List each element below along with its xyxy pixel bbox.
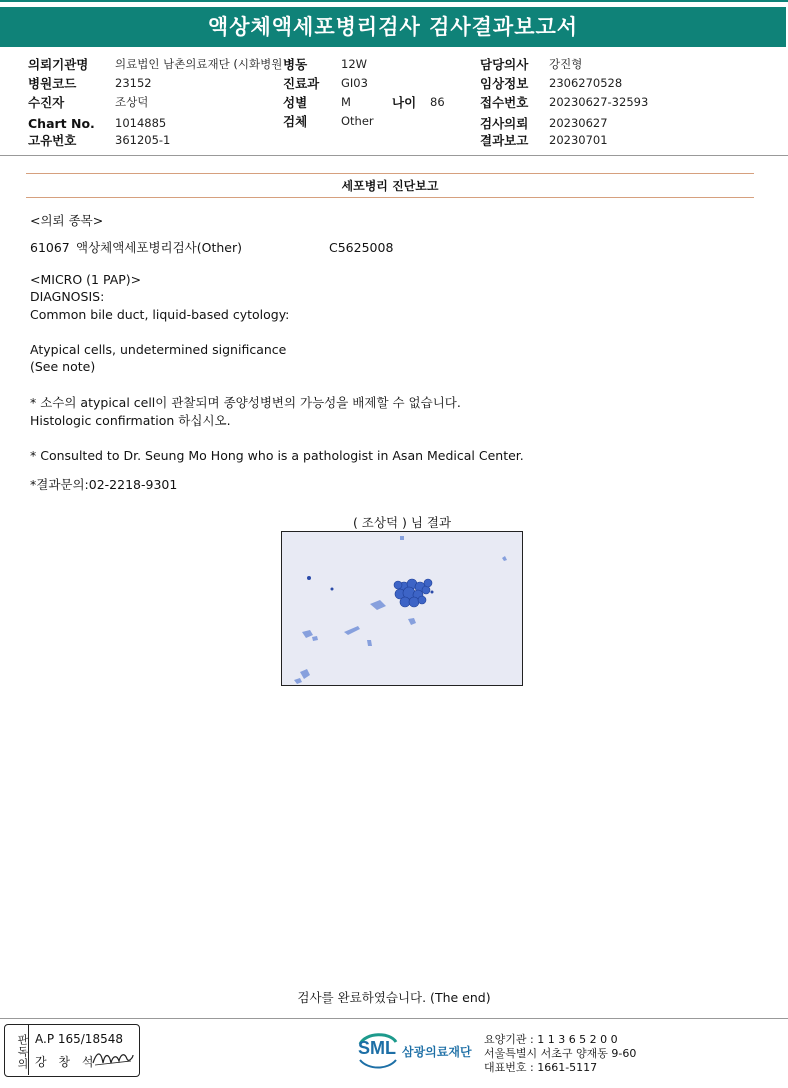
see-note: (See note) [30,359,96,374]
footer-divider [0,1018,788,1019]
ward-value: 12W [341,57,368,71]
receipt-value: 20230627-32593 [549,95,649,109]
image-caption: ( 조상덕 ) 님 결과 [352,515,452,530]
license-code: A.P 165/18548 [35,1032,123,1046]
chart-value: 1014885 [115,116,167,130]
org-name: 삼광의료재단 [402,1045,472,1059]
age-value: 86 [430,95,445,109]
result-label: 결과보고 [480,133,529,148]
clinical-info-value: 2306270528 [549,76,623,90]
top-border [0,0,788,2]
department-label: 진료과 [283,76,320,91]
org-phone: 대표번호 : 1661-5117 [484,1061,598,1074]
doctor-label: 담당의사 [480,57,529,72]
sex-value: M [341,95,351,109]
org-address: 서울특별시 서초구 양재동 9-60 [484,1047,637,1060]
doctor-value: 강진형 [549,57,583,71]
result-value: 20230701 [549,133,608,147]
hospital-code-value: 23152 [115,76,152,90]
receipt-label: 접수번호 [480,95,529,110]
diagnosis-label: DIAGNOSIS: [30,289,105,304]
report-title: 액상체액세포병리검사 검사결과보고서 [0,7,786,47]
pathologist-signature-box [4,1024,140,1077]
patient-label: 수진자 [28,95,65,110]
unique-label: 고유번호 [28,133,77,148]
section-divider-bottom [26,197,754,198]
note1-line2: Histologic confirmation 하십시오. [30,413,231,428]
ward-label: 병동 [283,57,308,72]
patient-value: 조상덕 [115,95,149,109]
note1-line1: * 소수의 atypical cell이 관찰되며 종양성병변의 가능성을 배제할 수 없습니다. [30,395,461,410]
request-item-code: 61067 [30,240,70,255]
end-text: 검사를 완료하였습니다. (The end) [297,990,491,1005]
department-value: GI03 [341,76,368,90]
age-label: 나이 [392,95,417,110]
unique-value: 361205-1 [115,133,171,147]
section-divider-top [26,173,754,174]
section-title: 세포병리 진단보고 [341,179,439,193]
sex-label: 성별 [283,95,308,110]
logo-text: SML [358,1038,396,1058]
specimen-label: 검체 [283,114,308,129]
confirm-tag: 판독의 [5,1025,29,1075]
hospital-code-label: 병원코드 [28,76,77,91]
clinical-info-label: 임상정보 [480,76,529,91]
specimen-value: Other [341,114,374,128]
pathologist-name: 강 창 석 [35,1055,98,1069]
signature-icon [91,1047,135,1069]
request-label: 검사의뢰 [480,116,529,131]
care-institution: 요양기관 : 1 1 3 6 5 2 0 0 [484,1033,618,1046]
institution-value: 의료법인 남촌의료재단 (시화병원 [115,57,283,71]
institution-label: 의뢰기관명 [28,57,89,72]
cytology-image [281,531,523,686]
diagnosis-site: Common bile duct, liquid-based cytology: [30,307,290,322]
request-value: 20230627 [549,116,608,130]
header-divider [0,155,788,156]
contact-info: *결과문의:02-2218-9301 [30,477,178,492]
note2: * Consulted to Dr. Seung Mo Hong who is a pathologist in Asan Medical Center. [30,448,524,463]
diagnosis-result: Atypical cells, undetermined significance [30,342,287,357]
request-items-header: <의뢰 종목> [30,213,104,228]
request-item-name: 액상체액세포병리검사(Other) [76,240,242,255]
chart-label: Chart No. [28,116,95,131]
micro-header: <MICRO (1 PAP)> [30,272,142,287]
sml-logo [358,1030,480,1070]
request-item-id: C5625008 [329,240,394,255]
